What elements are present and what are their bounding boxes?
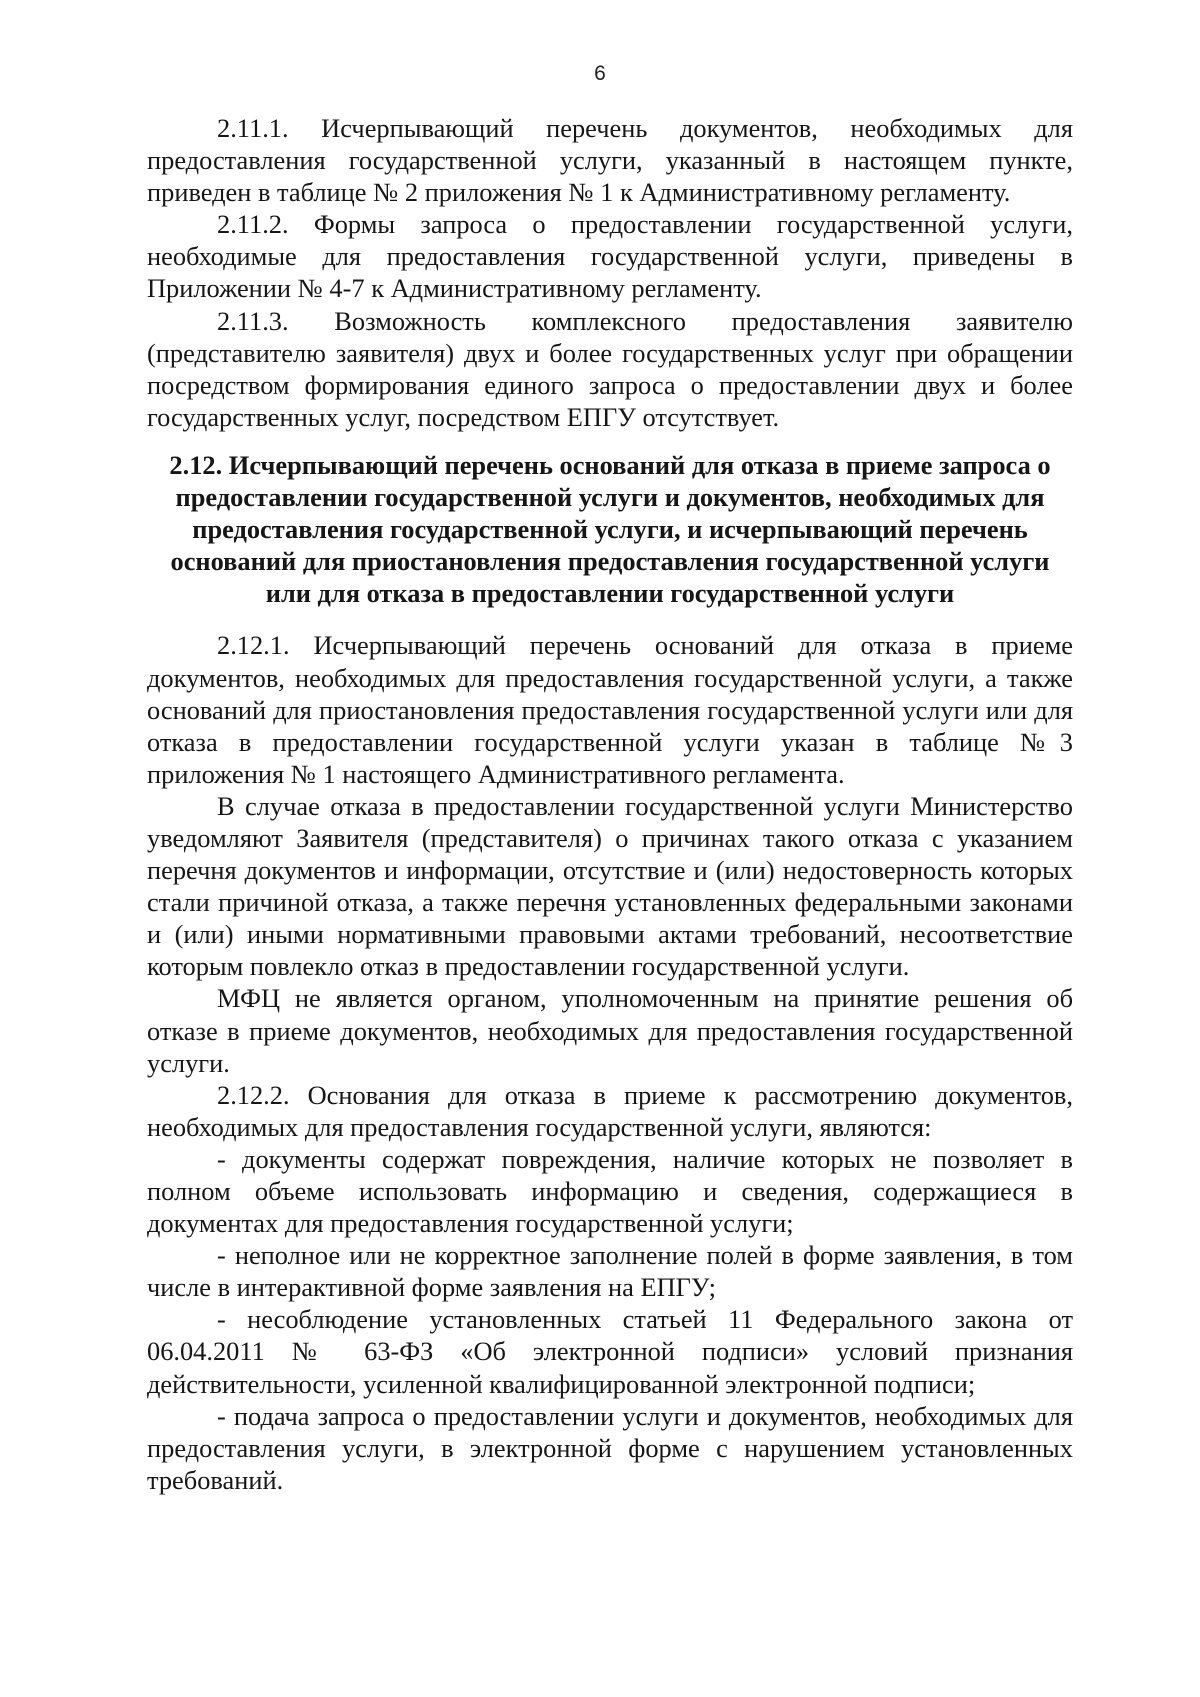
paragraph-2-11-2: 2.11.2. Формы запроса о предоставлении государственной услуги, необходимые для предоставления государственной услуги, приведены в Приложении № 4-7 к Административному регламенту. xyxy=(147,209,1073,304)
paragraph-refusal-notification: В случае отказа в предоставлении государственной услуги Министерство уведомляют Заявителя (представителя) о причинах такого отказа с указанием перечня документов и информации, отсутствие и (или) недостоверность которых стали причиной отказа, а также перечня установленных федеральными законами и (или) иными нормативными правовыми актами требований, несоответствие которым повлекло отказ в предоставлении государственной услуги. xyxy=(147,790,1073,982)
paragraph-2-11-1: 2.11.1. Исчерпывающий перечень документов, необходимых для предоставления государственной услуги, указанный в настоящем пункте, приведен в таблице № 2 приложения № 1 к Административному регламенту. xyxy=(147,113,1073,208)
section-heading-2-12: 2.12. Исчерпывающий перечень оснований для отказа в приеме запроса о предоставлении государственной услуги и документов, необходимых для предоставления государственной услуги, и исчерпывающий перечень оснований для приостановления предоставления государственной услуги или для отказа в предоставлении государственной услуги xyxy=(169,449,1051,609)
page-number: 6 xyxy=(594,62,606,85)
list-item-electronic-submission-violation: - подача запроса о предоставлении услуги и документов, необходимых для предоставления услуги, в электронной форме с нарушением установленных требований. xyxy=(147,1400,1073,1495)
list-item-signature-noncompliance: - несоблюдение установленных статьей 11 Федерального закона от 06.04.2011 № 63-ФЗ «Об электронной подписи» условий признания действительности, усиленной квалифицированной электронной подписи; xyxy=(147,1304,1073,1399)
paragraph-2-12-1: 2.12.1. Исчерпывающий перечень оснований для отказа в приеме документов, необходимых для предоставления государственной услуги, а также оснований для приостановления предоставления государственной услуги или для отказа в предоставлении государственной услуги указан в таблице №3 приложения № 1 настоящего Административного регламента. xyxy=(147,630,1073,789)
paragraph-mfc: МФЦ не является органом, уполномоченным на принятие решения об отказе в приеме документов, необходимых для предоставления государственной услуги. xyxy=(147,983,1073,1078)
paragraph-2-11-3: 2.11.3. Возможность комплексного предоставления заявителю (представителю заявителя) двух и более государственных услуг при обращении посредством формирования единого запроса о предоставлении двух и более государственных услуг, посредством ЕПГУ отсутствует. xyxy=(147,305,1073,432)
list-item-incomplete-form: - неполное или не корректное заполнение полей в форме заявления, в том числе в интерактивной форме заявления на ЕПГУ; xyxy=(147,1240,1073,1303)
paragraph-2-12-2: 2.12.2. Основания для отказа в приеме к рассмотрению документов, необходимых для предоставления государственной услуги, являются: xyxy=(147,1079,1073,1142)
list-item-damaged-documents: - документы содержат повреждения, наличие которых не позволяет в полном объеме использовать информацию и сведения, содержащиеся в документах для предоставления государственной услуги; xyxy=(147,1143,1073,1239)
page-content xyxy=(147,112,1073,1496)
